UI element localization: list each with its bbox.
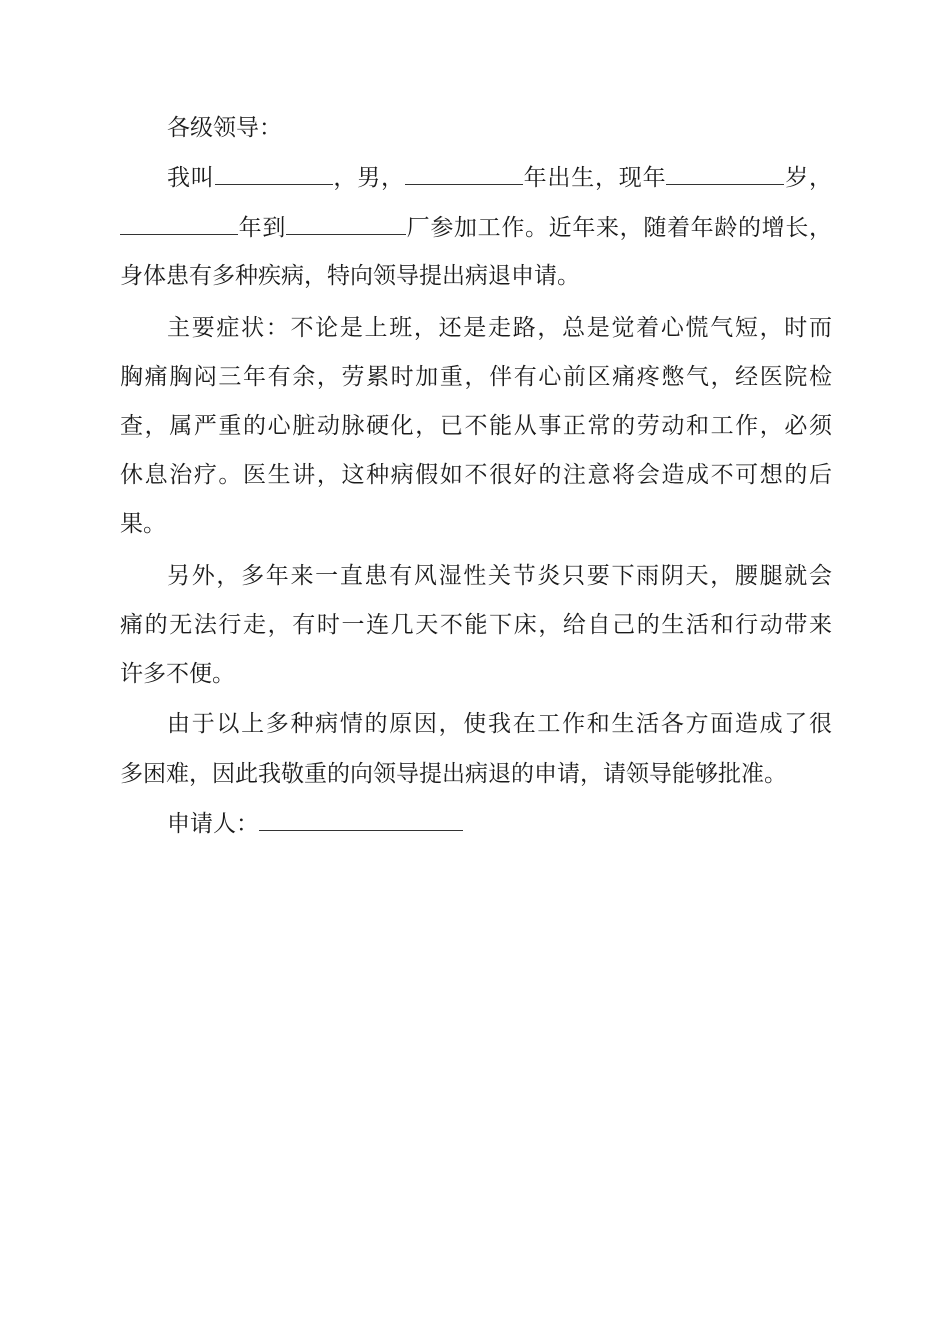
symptoms-line-3: 查，属严重的心脏动脉硬化，已不能从事正常的劳动和工作，必须 xyxy=(120,413,832,439)
other-line-1: 另外，多年来一直患有风湿性关节炎只要下雨阴天，腰腿就会 xyxy=(167,563,832,589)
symptoms-line-2: 胸痛胸闷三年有余，劳累时加重，伴有心前区痛疼憋气，经医院检 xyxy=(120,364,832,390)
symptoms-line-4: 休息治疗。医生讲，这种病假如不很好的注意将会造成不可想的后 xyxy=(120,462,832,488)
symptoms-line-1: 主要症状：不论是上班，还是走路，总是觉着心慌气短，时而 xyxy=(167,315,832,341)
intro-text-factory: 厂参加工作。近年来，随着年龄的增长， xyxy=(406,215,833,241)
intro-text-year-to: 年到 xyxy=(238,215,286,241)
intro-line-1 xyxy=(167,163,832,193)
salutation: 各级领导： xyxy=(167,115,282,141)
symptoms-line-5: 果。 xyxy=(120,511,166,537)
birth-year-blank[interactable] xyxy=(405,164,523,185)
start-year-blank[interactable] xyxy=(120,214,238,235)
intro-line-3: 身体患有多种疾病，特向领导提出病退申请。 xyxy=(120,263,580,289)
signature-label: 申请人： xyxy=(167,811,259,837)
other-line-3: 许多不便。 xyxy=(120,661,235,687)
intro-line-2 xyxy=(120,213,832,243)
conclusion-line-1: 由于以上多种病情的原因，使我在工作和生活各方面造成了很 xyxy=(167,711,832,737)
factory-blank[interactable] xyxy=(286,214,406,235)
other-line-2: 痛的无法行走，有时一连几天不能下床，给自己的生活和行动带来 xyxy=(120,612,832,638)
signature-line xyxy=(167,809,832,839)
intro-text-name-prefix: 我叫 xyxy=(167,165,215,191)
age-blank[interactable] xyxy=(666,164,784,185)
intro-text-birth: 年出生，现年 xyxy=(522,165,667,191)
name-blank[interactable] xyxy=(215,164,333,185)
intro-text-age-suffix: 岁， xyxy=(784,165,833,191)
signature-blank[interactable] xyxy=(259,810,463,831)
intro-text-gender: ，男， xyxy=(332,165,405,191)
conclusion-line-2: 多困难，因此我敬重的向领导提出病退的申请，请领导能够批准。 xyxy=(120,761,787,787)
